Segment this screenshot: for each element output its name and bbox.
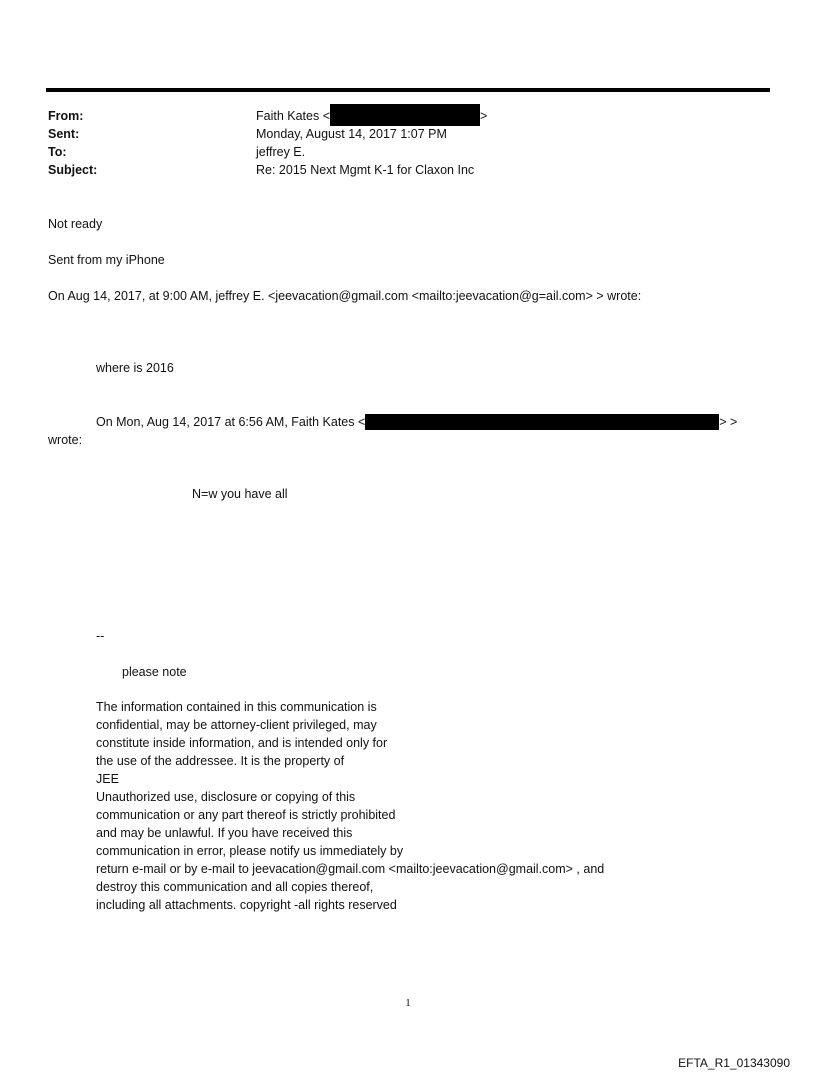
body-line-not-ready: Not ready [48, 217, 103, 231]
sent-label: Sent: [48, 127, 80, 141]
quote2-prefix: On Mon, Aug 14, 2017 at 6:56 AM, Faith Kates < [96, 415, 366, 429]
quote-header: On Aug 14, 2017, at 9:00 AM, jeffrey E. <jeevacation@gmail.com <mailto:jeevacation@g=ail.com> > wrote: [48, 289, 642, 303]
subject-value: Re: 2015 Next Mgmt K-1 for Claxon Inc [256, 163, 475, 177]
document-id: EFTA_R1_01343090 [678, 1056, 790, 1070]
page-number: 1 [405, 997, 411, 1009]
reply-now-you-have-all: N=w you have all [192, 487, 288, 501]
please-note: please note [122, 665, 187, 679]
signature-dashes: -- [96, 629, 105, 643]
quote2-wrote: wrote: [48, 433, 83, 447]
quote-header-2 [96, 413, 737, 431]
notice-line: JEE [96, 772, 119, 786]
redaction-box [365, 414, 719, 430]
notice-line: destroy this communication and all copies thereof, [96, 880, 374, 894]
confidentiality-notice [96, 698, 604, 914]
notice-line: return e-mail or by e-mail to jeevacation@gmail.com <mailto:jeevacation@gmail.com> , and [96, 862, 605, 876]
reply-where-is-2016: where is 2016 [96, 361, 174, 375]
notice-line: and may be unlawful. If you have received this [96, 826, 353, 840]
notice-line: Unauthorized use, disclosure or copying of this [96, 790, 356, 804]
notice-line: communication or any part thereof is strictly prohibited [96, 808, 396, 822]
to-value: jeffrey E. [256, 145, 306, 159]
from-value [256, 107, 487, 126]
quote2-suffix: > > [719, 415, 738, 429]
from-label: From: [48, 109, 84, 123]
notice-line: confidential, may be attorney-client privileged, may [96, 718, 377, 732]
header-rule [46, 88, 770, 92]
notice-line: including all attachments. copyright -all rights reserved [96, 898, 397, 912]
sent-value: Monday, August 14, 2017 1:07 PM [256, 127, 447, 141]
from-close: > [480, 109, 488, 123]
notice-line: The information contained in this communication is [96, 700, 377, 714]
to-label: To: [48, 145, 67, 159]
notice-line: constitute inside information, and is intended only for [96, 736, 388, 750]
notice-line: the use of the addressee. It is the property of [96, 754, 345, 768]
body-line-signature: Sent from my iPhone [48, 253, 165, 267]
from-name: Faith Kates < [256, 109, 330, 123]
notice-line: communication in error, please notify us immediately by [96, 844, 404, 858]
subject-label: Subject: [48, 163, 98, 177]
redaction-box [330, 104, 480, 126]
